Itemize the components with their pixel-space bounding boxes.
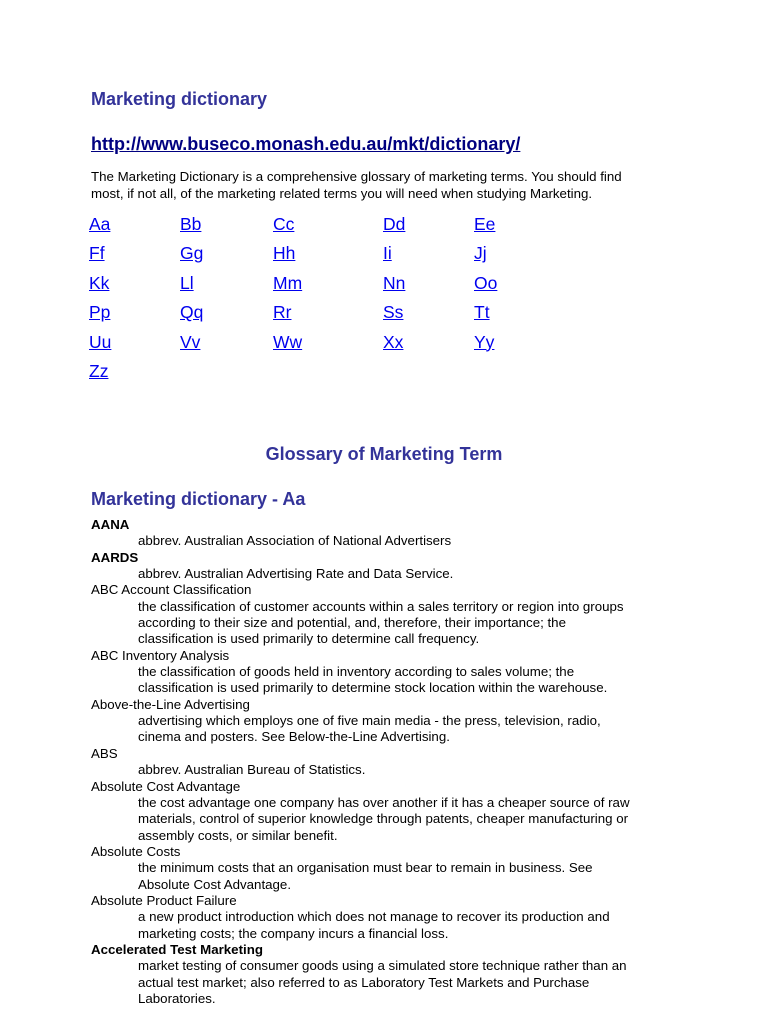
definition-line: advertising which employs one of five main media - the press, television, radio, (138, 713, 601, 729)
definition-line: the classification of customer accounts within a sales territory or region into groups (138, 598, 624, 614)
letter-link-a[interactable]: Aa (89, 214, 111, 234)
intro-paragraph (91, 168, 691, 202)
glossary-term: ABC Inventory Analysis (91, 647, 230, 663)
glossary-term: Absolute Costs (91, 843, 181, 859)
section-title: Marketing dictionary - Aa (91, 489, 306, 509)
definition-line: classification is used primarily to determine call frequency. (138, 631, 480, 647)
alphabet-row (89, 328, 649, 357)
definition-line: the minimum costs that an organisation must bear to remain in business. See (138, 860, 593, 876)
glossary-definition (138, 860, 678, 893)
glossary-title: Glossary of Marketing Term (265, 444, 503, 464)
glossary-definition (138, 599, 678, 648)
letter-link-v[interactable]: Vv (180, 331, 201, 352)
letter-link-o[interactable]: Oo (474, 272, 498, 293)
letter-link-y[interactable]: Yy (474, 331, 495, 352)
letter-link-h[interactable]: Hh (273, 243, 296, 264)
letter-link-w[interactable]: Ww (273, 331, 303, 352)
glossary-term: ABS (91, 745, 118, 761)
glossary-definition (138, 795, 678, 844)
definition-line: actual test market; also referred to as Laboratory Test Markets and Purchase (138, 974, 590, 990)
glossary-term: Above-the-Line Advertising (91, 696, 250, 712)
letter-link-j[interactable]: Jj (474, 243, 487, 264)
glossary-definition (138, 958, 678, 1007)
definition-line: cinema and posters. See Below-the-Line Advertising. (138, 729, 450, 745)
glossary-definition (138, 713, 678, 746)
glossary-entries (91, 517, 691, 1007)
glossary-term: ABC Account Classification (91, 582, 252, 598)
letter-link-d[interactable]: Dd (383, 214, 406, 234)
letter-link-g[interactable]: Gg (180, 243, 204, 264)
definition-line: classification is used primarily to determine stock location within the warehouse. (138, 680, 608, 696)
letter-link-r[interactable]: Rr (273, 302, 292, 323)
letter-link-e[interactable]: Ee (474, 214, 496, 234)
glossary-definition (138, 566, 678, 582)
alphabet-row (89, 210, 649, 239)
letter-link-u[interactable]: Uu (89, 331, 112, 352)
letter-link-s[interactable]: Ss (383, 302, 404, 323)
definition-line: materials, control of superior knowledge through patents, cheaper manufacturing or (138, 811, 629, 827)
alphabet-row (89, 357, 649, 386)
dictionary-url-link[interactable]: http://www.buseco.monash.edu.au/mkt/dictionary/ (91, 134, 521, 154)
glossary-term: AANA (91, 517, 130, 532)
glossary-term: Accelerated Test Marketing (91, 941, 263, 957)
letter-link-z[interactable]: Zz (89, 360, 109, 381)
glossary-term: Absolute Cost Advantage (91, 778, 241, 794)
letter-link-c[interactable]: Cc (273, 214, 295, 234)
letter-link-l[interactable]: Ll (180, 272, 194, 293)
letter-link-t[interactable]: Tt (474, 302, 490, 323)
definition-line: market testing of consumer goods using a simulated store technique rather than an (138, 958, 627, 974)
letter-link-q[interactable]: Qq (180, 302, 204, 323)
letter-link-p[interactable]: Pp (89, 302, 111, 323)
alphabet-row (89, 298, 649, 327)
intro-line: The Marketing Dictionary is a comprehensive glossary of marketing terms. You should find (91, 169, 622, 184)
letter-link-n[interactable]: Nn (383, 272, 406, 293)
page-title: Marketing dictionary (91, 89, 268, 109)
definition-line: a new product introduction which does not manage to recover its production and (138, 909, 610, 925)
definition-line: Laboratories. (138, 990, 216, 1006)
letter-link-m[interactable]: Mm (273, 272, 303, 293)
definition-line: abbrev. Australian Association of National Advertisers (138, 533, 452, 549)
letter-link-b[interactable]: Bb (180, 214, 202, 234)
definition-line: the cost advantage one company has over another if it has a cheaper source of raw (138, 794, 630, 810)
intro-line: most, if not all, of the marketing related terms you will need when studying Marketing. (91, 186, 593, 201)
glossary-definition (138, 664, 678, 697)
glossary-definition (138, 909, 678, 942)
alphabet-index (89, 210, 649, 386)
definition-line: assembly costs, or similar benefit. (138, 827, 338, 843)
glossary-definition (138, 533, 678, 549)
letter-link-x[interactable]: Xx (383, 331, 404, 352)
glossary-term: Absolute Product Failure (91, 892, 237, 908)
alphabet-row (89, 239, 649, 268)
definition-line: abbrev. Australian Advertising Rate and Data Service. (138, 566, 454, 582)
definition-line: according to their size and potential, and, therefore, their importance; the (138, 615, 566, 631)
letter-link-i[interactable]: Ii (383, 243, 392, 264)
definition-line: marketing costs; the company incurs a financial loss. (138, 925, 449, 941)
glossary-definition (138, 762, 678, 778)
glossary-term: AARDS (91, 549, 139, 565)
letter-link-f[interactable]: Ff (89, 243, 105, 264)
letter-link-k[interactable]: Kk (89, 272, 110, 293)
definition-line: abbrev. Australian Bureau of Statistics. (138, 762, 366, 778)
definition-line: Absolute Cost Advantage. (138, 876, 292, 892)
alphabet-row (89, 269, 649, 298)
definition-line: the classification of goods held in inventory according to sales volume; the (138, 664, 575, 680)
